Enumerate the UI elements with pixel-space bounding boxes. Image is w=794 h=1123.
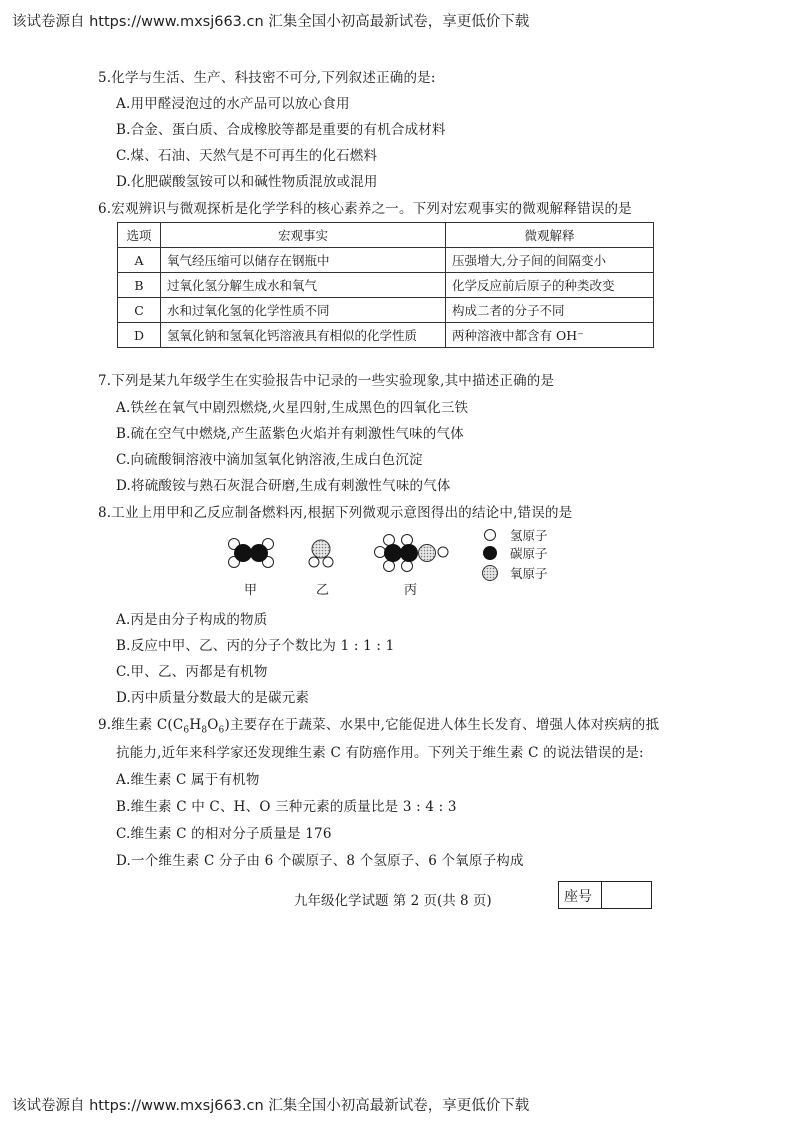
- hydrogen-atom-symbol: [485, 530, 496, 541]
- page-footer: 九年级化学试题 第 2 页(共 8 页): [294, 893, 492, 909]
- q9-stem-line1: 9.维生素 $C(C_6H_8O_6)$主要存在于蔬菜、水果中,它能促进人体生长发育、增强人体对疾病的抵: [98, 717, 660, 736]
- label-yi: 乙: [316, 583, 330, 598]
- table-cell: 过氧化氢分解生成水和氧气: [161, 273, 446, 298]
- q9-option-a: A.维生素 C 属于有机物: [116, 772, 260, 788]
- table-cell: 两种溶液中都含有 OH⁻: [446, 323, 654, 348]
- q5-option-a: A.用甲醛浸泡过的水产品可以放心食用: [116, 96, 350, 112]
- table-cell: 压强增大,分子间的间隔变小: [446, 248, 654, 273]
- q7-option-a: A.铁丝在氧气中剧烈燃烧,火星四射,生成黑色的四氧化三铁: [116, 400, 469, 416]
- q5-option-c: C.煤、石油、天然气是不可再生的化石燃料: [116, 148, 378, 164]
- legend-carbon: 碳原子: [510, 546, 548, 561]
- q7-option-d: D.将硫酸铵与熟石灰混合研磨,生成有刺激性气味的气体: [116, 478, 451, 494]
- table-cell: 氧气经压缩可以储存在钢瓶中: [161, 248, 446, 273]
- table-header-micro: 微观解释: [446, 223, 654, 248]
- table-cell: B: [118, 273, 161, 298]
- diagram-legend: [483, 528, 548, 581]
- q9-option-c: C.维生素 C 的相对分子质量是 176: [116, 826, 332, 842]
- q8-option-c: C.甲、乙、丙都是有机物: [116, 664, 268, 680]
- label-bing: 丙: [404, 583, 418, 598]
- molecule-jia: [229, 539, 274, 568]
- molecule-yi: [309, 540, 333, 567]
- table-cell: D: [118, 323, 161, 348]
- table-cell: C: [118, 298, 161, 323]
- q6-stem: 6.宏观辨识与微观探析是化学学科的核心素养之一。下列对宏观事实的微观解释错误的是: [98, 201, 632, 217]
- seat-number-label: 座号: [564, 889, 592, 905]
- q8-stem: 8.工业上用甲和乙反应制备燃料丙,根据下列微观示意图得出的结论中,错误的是: [98, 505, 573, 521]
- seat-number-box: [558, 881, 652, 909]
- q9-option-d: D.一个维生素 C 分子由 6 个碳原子、8 个氢原子、6 个氧原子构成: [116, 853, 524, 869]
- table-header-macro: 宏观事实: [161, 223, 446, 248]
- q7-stem: 7.下列是某九年级学生在实验报告中记录的一些实验现象,其中描述正确的是: [98, 373, 555, 389]
- source-banner-top: 该试卷源自 https://www.mxsj663.cn 汇集全国小初高最新试卷，享更低价下载: [12, 14, 530, 30]
- table-header-option: 选项: [118, 223, 161, 248]
- table-cell: 氢氧化钠和氢氧化钙溶液具有相似的化学性质: [161, 323, 446, 348]
- q7-option-b: B.硫在空气中燃烧,产生蓝紫色火焰并有刺激性气味的气体: [116, 426, 464, 442]
- q9-option-b: B.维生素 C 中 C、H、O 三种元素的质量比是 3 : 4 : 3: [116, 799, 457, 815]
- legend-oxygen: 氧原子: [510, 566, 548, 581]
- table-cell: A: [118, 248, 161, 273]
- label-jia: 甲: [244, 583, 258, 598]
- q5-option-d: D.化肥碳酸氢铵可以和碱性物质混放或混用: [116, 174, 378, 190]
- molecule-bing: [375, 535, 449, 572]
- q7-option-c: C.向硫酸铜溶液中滴加氢氧化钠溶液,生成白色沉淀: [116, 452, 423, 468]
- table-cell: 水和过氧化氢的化学性质不同: [161, 298, 446, 323]
- source-banner-bottom: 该试卷源自 https://www.mxsj663.cn 汇集全国小初高最新试卷，享更低价下载: [12, 1098, 530, 1114]
- q9-stem-line2: 抗能力,近年来科学家还发现维生素 C 有防癌作用。下列关于维生素 C 的说法错误的是:: [116, 745, 644, 761]
- oxygen-atom-symbol: [483, 566, 498, 581]
- q8-option-b: B.反应中甲、乙、丙的分子个数比为 1 : 1 : 1: [116, 638, 395, 654]
- table-cell: 化学反应前后原子的种类改变: [446, 273, 654, 298]
- table-cell: 构成二者的分子不同: [446, 298, 654, 323]
- q5-option-b: B.合金、蛋白质、合成橡胶等都是重要的有机合成材料: [116, 122, 446, 138]
- q8-option-d: D.丙中质量分数最大的是碳元素: [116, 690, 310, 706]
- q5-stem: 5.化学与生活、生产、科技密不可分,下列叙述正确的是:: [98, 70, 436, 86]
- carbon-atom-symbol: [483, 546, 497, 560]
- q8-option-a: A.丙是由分子构成的物质: [116, 612, 268, 628]
- legend-hydrogen: 氢原子: [510, 528, 548, 543]
